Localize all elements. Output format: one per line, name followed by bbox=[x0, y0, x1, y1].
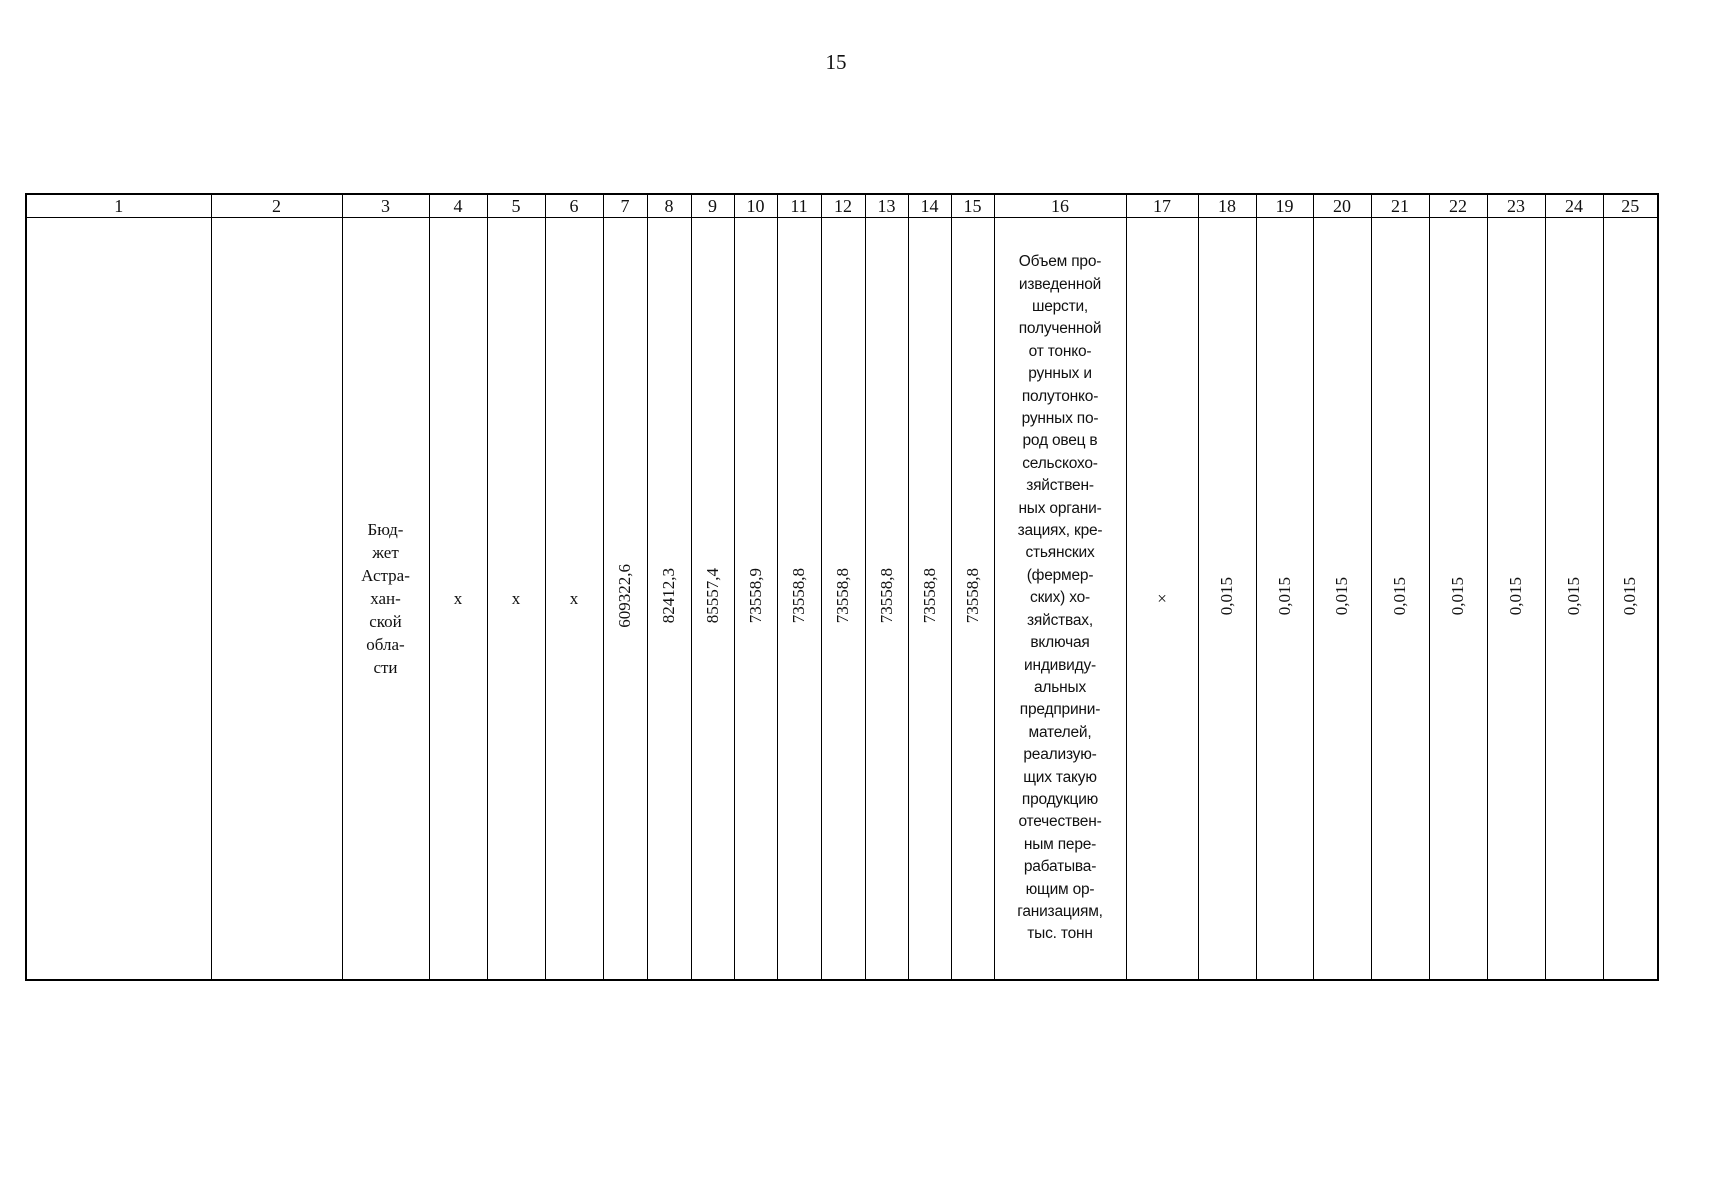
amount-value: 73558,8 bbox=[962, 568, 982, 624]
indicator-value-cell bbox=[1313, 218, 1371, 981]
funding-source-cell bbox=[342, 218, 429, 981]
indicator-value-cell bbox=[1256, 218, 1313, 981]
amount-value: 82412,3 bbox=[659, 568, 678, 624]
amount-value: 85557,4 bbox=[702, 568, 722, 624]
indicator-description-cell bbox=[994, 218, 1126, 981]
column-number: 21 bbox=[1371, 194, 1429, 218]
indicator-value-cell bbox=[1603, 218, 1658, 981]
column-number: 3 bbox=[342, 194, 429, 218]
column-number-row bbox=[26, 194, 1658, 218]
indicator-value-cell bbox=[1198, 218, 1256, 981]
column-number: 23 bbox=[1487, 194, 1545, 218]
column-number: 22 bbox=[1429, 194, 1487, 218]
column-number: 15 bbox=[951, 194, 994, 218]
amount-cell bbox=[821, 218, 865, 981]
x-mark: x bbox=[511, 588, 521, 608]
column-number: 7 bbox=[603, 194, 647, 218]
indicator-value-cell bbox=[1545, 218, 1603, 981]
amount-cell bbox=[647, 218, 691, 981]
column-number: 10 bbox=[734, 194, 777, 218]
indicator-value-cell bbox=[1487, 218, 1545, 981]
x-mark: x bbox=[569, 588, 579, 608]
column-number: 11 bbox=[777, 194, 821, 218]
column-number: 14 bbox=[908, 194, 951, 218]
column-number: 12 bbox=[821, 194, 865, 218]
indicator-value-cell bbox=[1429, 218, 1487, 981]
column-number: 1 bbox=[26, 194, 211, 218]
mark-cell bbox=[1126, 218, 1198, 981]
column-number: 16 bbox=[994, 194, 1126, 218]
indicator-value: 0,015 bbox=[1620, 576, 1640, 616]
empty-cell bbox=[211, 218, 342, 981]
column-number: 13 bbox=[865, 194, 908, 218]
amount-cell bbox=[777, 218, 821, 981]
column-number: 20 bbox=[1313, 194, 1371, 218]
column-number: 9 bbox=[691, 194, 734, 218]
column-number: 6 bbox=[545, 194, 603, 218]
column-number: 2 bbox=[211, 194, 342, 218]
column-number: 18 bbox=[1198, 194, 1256, 218]
indicator-value: 0,015 bbox=[1217, 576, 1236, 616]
column-number: 19 bbox=[1256, 194, 1313, 218]
amount-cell bbox=[951, 218, 994, 981]
amount-value: 73558,8 bbox=[876, 568, 896, 624]
funding-source-text: Бюд- жет Астра- хан- ской обла- сти bbox=[361, 520, 410, 677]
indicator-value: 0,015 bbox=[1564, 576, 1583, 616]
amount-cell bbox=[908, 218, 951, 981]
indicator-description-text: Объем про- изведенной шерсти, полученной от тонко- рунных и полутонко- рунных по- род овец в сельскохо- зяйствен- ных органи- зациях, кре- стьянских (фермер- ских) хо- зяйствах, включая индивиду- альных предприни- мателей, реализую- щих такую продукцию отечествен- ным пере- рабатыва- ющим ор- ганизациям, тыс. тонн bbox=[1017, 253, 1103, 943]
indicator-value: 0,015 bbox=[1390, 576, 1409, 616]
indicator-value: 0,015 bbox=[1448, 576, 1467, 616]
amount-value: 73558,8 bbox=[919, 568, 939, 624]
x-mark: × bbox=[1157, 588, 1167, 608]
indicator-value: 0,015 bbox=[1274, 576, 1294, 616]
indicator-value-cell bbox=[1371, 218, 1429, 981]
table-row bbox=[26, 218, 1658, 981]
column-number: 4 bbox=[429, 194, 487, 218]
amount-cell bbox=[691, 218, 734, 981]
x-mark: x bbox=[453, 588, 463, 608]
empty-cell bbox=[26, 218, 211, 981]
column-number: 8 bbox=[647, 194, 691, 218]
indicator-value: 0,015 bbox=[1506, 576, 1525, 616]
mark-cell bbox=[429, 218, 487, 981]
mark-cell bbox=[487, 218, 545, 981]
column-number: 24 bbox=[1545, 194, 1603, 218]
amount-value: 73558,8 bbox=[833, 568, 852, 624]
amount-value: 609322,6 bbox=[615, 564, 634, 628]
amount-cell bbox=[734, 218, 777, 981]
column-number: 5 bbox=[487, 194, 545, 218]
mark-cell bbox=[545, 218, 603, 981]
page-number: 15 bbox=[825, 50, 847, 74]
amount-cell bbox=[603, 218, 647, 981]
data-table bbox=[25, 193, 1659, 981]
indicator-value: 0,015 bbox=[1332, 576, 1351, 616]
column-number: 25 bbox=[1603, 194, 1658, 218]
column-number: 17 bbox=[1126, 194, 1198, 218]
amount-value: 73558,9 bbox=[745, 568, 765, 624]
amount-cell bbox=[865, 218, 908, 981]
amount-value: 73558,8 bbox=[789, 568, 808, 624]
